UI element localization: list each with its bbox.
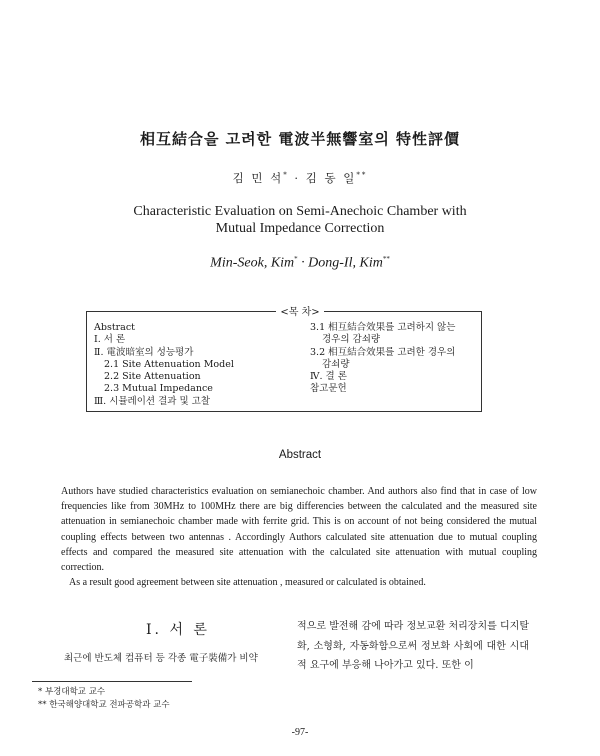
toc-item: 3.2 相互結合效果를 고려한 경우의	[310, 346, 456, 358]
author-en-separator: ·	[297, 255, 309, 271]
abstract-paragraph-1: Authors have studied characteristics evaluation on semianechoic chamber. And authors also find that in case of low frequencies like from 30MHz to 100MHz there are big differencies between the calculated and the measured site attenuation in semianechoic chamber made with ferrite grid. This is on account of not being considered the mutual coupling effects between two antennas . Accordingly Authors calculated site attenuation due to mutual coupling effects and compared the measured site attenuation with the calculated site attenuation with mutual coupling correction.	[61, 486, 537, 574]
toc-item: Ⅳ. 결 론	[310, 371, 347, 383]
title-en-line-2: Mutual Impedance Correction	[215, 221, 385, 236]
toc-item: Ⅲ. 시뮬레이션 결과 및 고찰	[94, 395, 211, 407]
authors-english	[0, 255, 600, 272]
toc-item: 참고문헌	[310, 383, 347, 395]
toc-item: Ⅰ. 서 론	[94, 334, 126, 346]
authors-korean	[0, 170, 600, 186]
footnote-2: ** 한국해양대학교 전파공학과 교수	[38, 700, 170, 710]
page-number: -97-	[291, 727, 309, 738]
intro-left-text: 최근에 반도체 컴퓨터 등 각종 電子裝備가 비약	[64, 653, 258, 664]
toc-item: 3.1 相互結合效果를 고려하지 않는	[310, 322, 456, 333]
abstract-body	[61, 484, 537, 590]
toc-item: Ⅱ. 電波暗室의 성능평가	[94, 346, 194, 358]
toc-item: 2.1 Site Attenuation Model	[104, 358, 234, 370]
author-2-english: Dong-Il, Kim	[308, 255, 383, 271]
intro-right-text: 적으로 발전해 감에 따라 정보교환 처리장치를 디지탈화, 소형화, 자동화함으로써 정보화 사회에 대한 시대적 요구에 부응해 나아가고 있다. 또한 이	[297, 621, 529, 671]
toc-item: 2.3 Mutual Impedance	[104, 383, 213, 395]
toc-item: 2.2 Site Attenuation	[104, 371, 201, 383]
toc-label: <목 차>	[0, 303, 600, 318]
title-en-line-1: Characteristic Evaluation on Semi-Anechoic Chamber with	[133, 204, 467, 219]
toc-item: 경우의 감쇠량	[322, 334, 381, 346]
toc-right-column	[310, 322, 480, 396]
footnote-divider	[32, 681, 192, 682]
abstract-paragraph-2: As a result good agreement between site attenuation , measured or calculated is obtained.	[69, 577, 426, 589]
footnote-1: * 부경대학교 교수	[38, 687, 106, 697]
section-heading-introduction: Ⅰ. 서 론	[146, 622, 210, 638]
author-separator: ·	[294, 171, 301, 185]
author-1-korean: 김 민 석	[232, 171, 284, 185]
author-1-en-mark: *	[294, 255, 298, 263]
toc-left-column	[94, 322, 304, 408]
toc-item: 감쇠량	[322, 358, 350, 370]
toc-item: Abstract	[94, 322, 135, 333]
paper-title-korean: 相互結合을 고려한 電波半無響室의 特性評價	[139, 130, 461, 148]
author-2-en-mark: **	[382, 255, 390, 263]
abstract-heading: Abstract	[278, 449, 322, 461]
author-2-mark: **	[356, 171, 368, 180]
footnotes	[38, 686, 170, 712]
author-1-english: Min-Seok, Kim	[210, 255, 295, 271]
author-1-mark: *	[283, 171, 289, 180]
author-2-korean: 김 동 일	[305, 171, 357, 185]
paper-title-english	[0, 203, 600, 237]
